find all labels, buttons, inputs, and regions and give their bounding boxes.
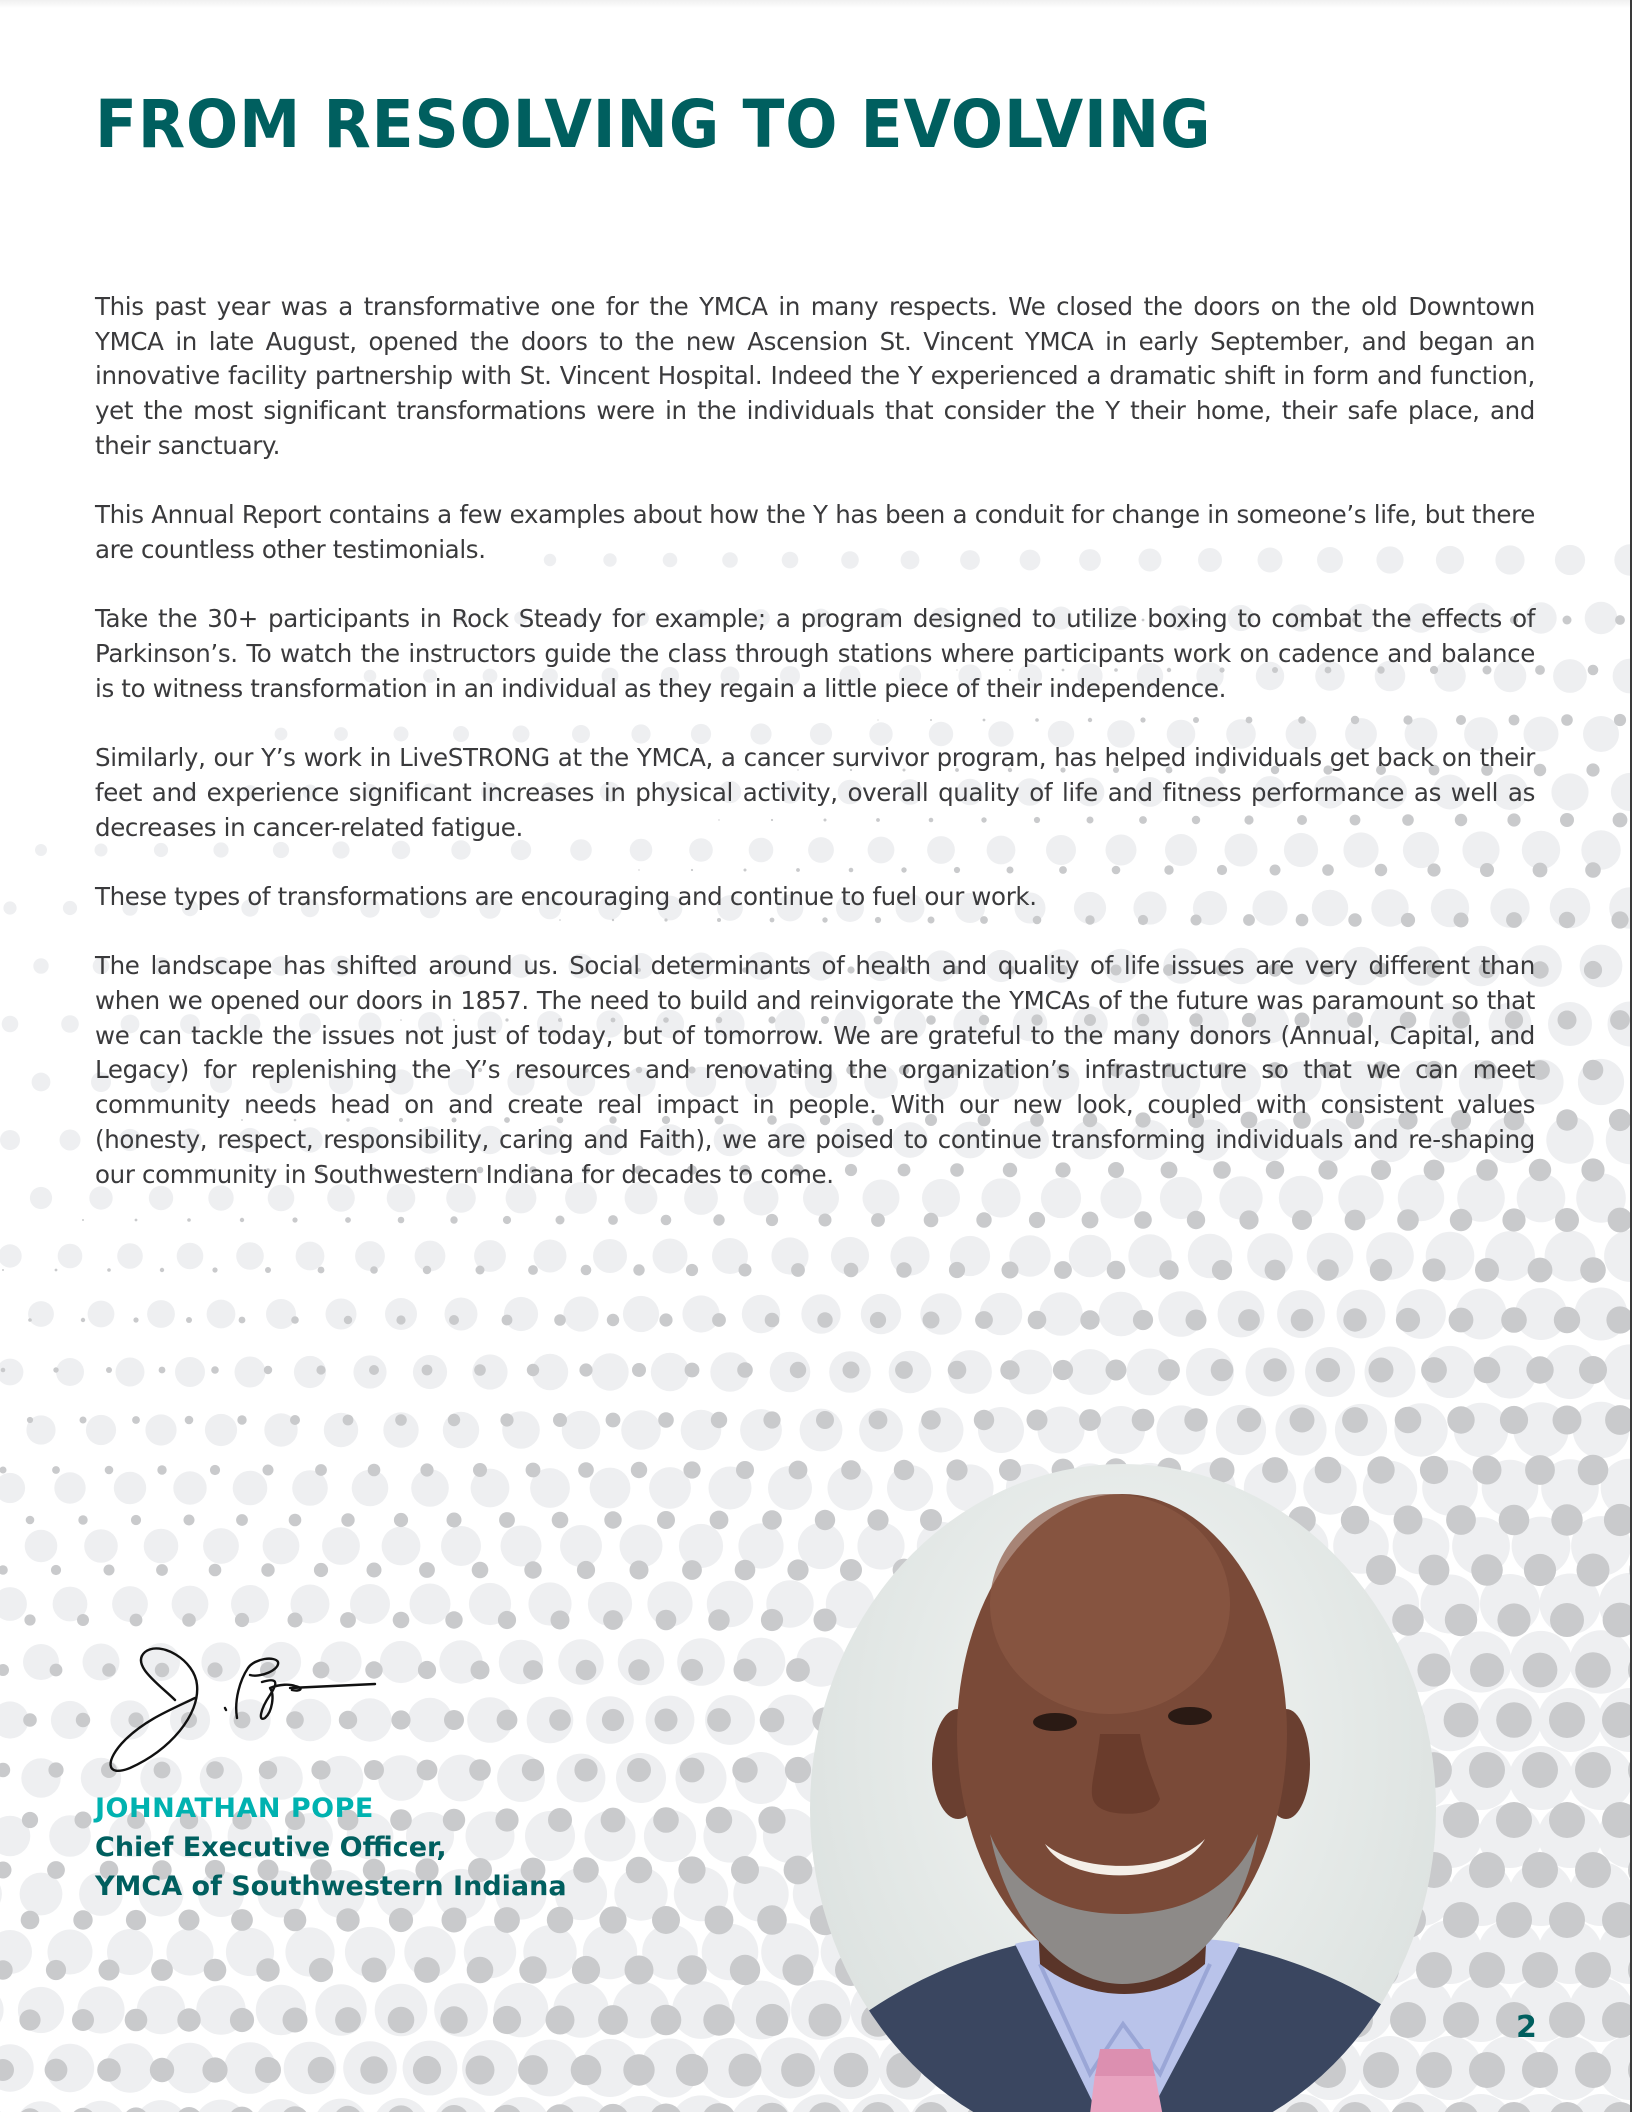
paragraph: The landscape has shifted around us. Social determinants of health and quality of life issues are very different than when we opened our doors in 1857. The need to build and reinvigorate the YMCAs of the future was paramount so that we can tackle the issues not just of today, but of tomorrow. We are grateful to the many donors (Annual, Capital, and Legacy) for replenishing the Y’s resources and renovating the organization’s infrastructure so that we can meet community needs head on and create real impact in people. With our new look, coupled with consistent values (honesty, respect, responsibility, caring and Faith), we are poised to continue transforming individuals and re-shaping our community in Southwestern Indiana for decades to come.	[95, 951, 1535, 1189]
top-edge-shade	[0, 0, 1632, 8]
letter-body	[95, 290, 1535, 1227]
signature-icon	[100, 1640, 380, 1775]
page-number: 2	[1516, 2010, 1537, 2045]
page-title: FROM RESOLVING TO EVOLVING	[95, 86, 1212, 163]
paragraph: Take the 30+ participants in Rock Steady for example; a program designed to utilize boxing to combat the effects of Parkinson’s. To watch the instructors guide the class through stations where participants work on cadence and balance is to witness transformation in an individual as they regain a little piece of their independence.	[95, 604, 1535, 703]
paragraph: Similarly, our Y’s work in LiveSTRONG at the YMCA, a cancer survivor program, has helped individuals get back on their feet and experience significant increases in physical activity, overall quality of life and fitness performance as well as decreases in cancer-related fatigue.	[95, 743, 1535, 842]
author-title-line2: YMCA of Southwestern Indiana	[95, 1871, 567, 1902]
paragraph: This Annual Report contains a few examples about how the Y has been a conduit for change in someone’s life, but there are countless other testimonials.	[95, 500, 1535, 564]
author-title-line1: Chief Executive Officer,	[95, 1832, 447, 1863]
paragraph: This past year was a transformative one for the YMCA in many respects. We closed the doors on the old Downtown YMCA in late August, opened the doors to the new Ascension St. Vincent YMCA in early September, and began an innovative facility partnership with St. Vincent Hospital. Indeed the Y experienced a dramatic shift in form and function, yet the most significant transformations were in the individuals that consider the Y their home, their safe place, and their sanctuary.	[95, 292, 1535, 460]
paragraph: These types of transformations are encouraging and continue to fuel our work.	[95, 881, 1037, 911]
author-block	[95, 1790, 567, 1906]
author-name: JOHNATHAN POPE	[95, 1793, 374, 1824]
